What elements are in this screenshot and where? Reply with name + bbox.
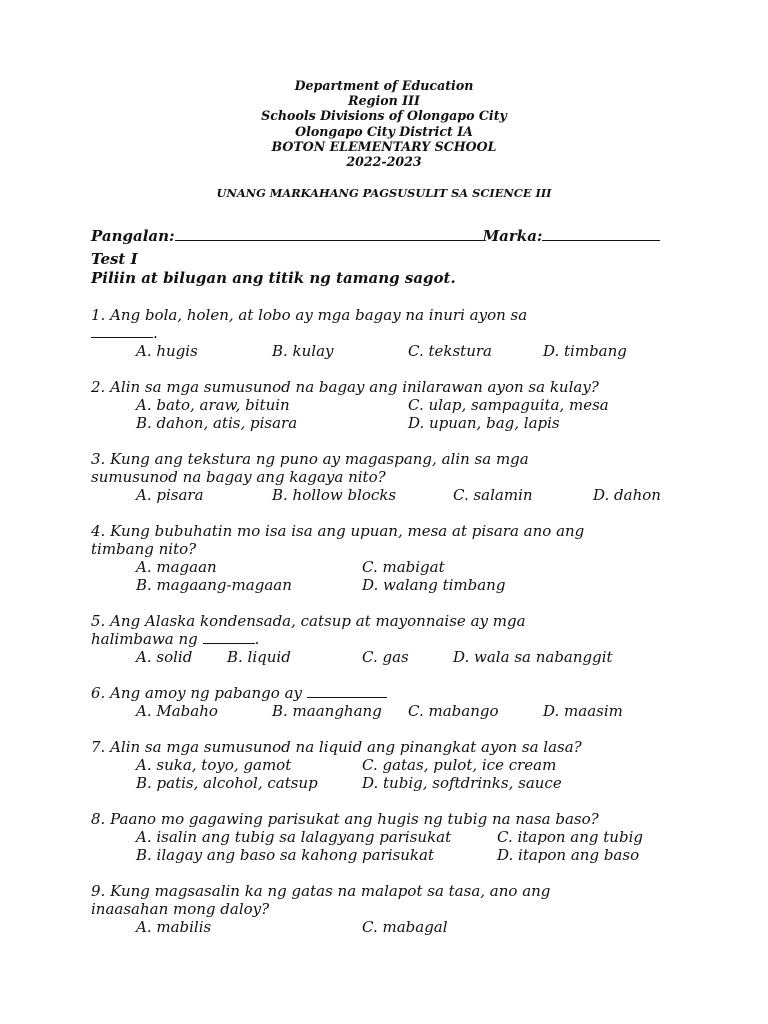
- option-d[interactable]: D. wala sa nabanggit: [453, 648, 613, 666]
- header-region: Region III: [348, 93, 420, 109]
- option-b[interactable]: B. patis, alcohol, catsup: [136, 774, 318, 792]
- answer-blank: [91, 337, 153, 338]
- question-5-text-cont: [91, 630, 691, 648]
- question-1: [91, 306, 691, 360]
- option-b[interactable]: B. maanghang: [272, 702, 382, 720]
- name-blank[interactable]: [175, 224, 483, 241]
- option-c[interactable]: C. mabagal: [362, 918, 448, 936]
- option-a[interactable]: A. pisara: [136, 486, 204, 504]
- option-a[interactable]: A. Mabaho: [136, 702, 218, 720]
- question-7: [91, 738, 691, 792]
- question-5: [91, 612, 691, 666]
- question-5-options: [136, 648, 691, 666]
- option-c[interactable]: C. mabigat: [362, 558, 445, 576]
- question-8-text: 8. Paano mo gagawing parisukat ang hugis ng tubig na nasa baso?: [91, 810, 599, 828]
- question-8-options-row2: [136, 846, 691, 864]
- option-d[interactable]: D. upuan, bag, lapis: [408, 414, 560, 432]
- question-4-options-row1: [136, 558, 691, 576]
- option-d[interactable]: D. dahon: [593, 486, 661, 504]
- question-5-text: 5. Ang Alaska kondensada, catsup at mayonnaise ay mga: [91, 612, 526, 630]
- question-4-options-row2: [136, 576, 691, 594]
- question-2-options-row1: [136, 396, 691, 414]
- question-3-text: 3. Kung ang tekstura ng puno ay magaspang, alin sa mga: [91, 450, 529, 468]
- question-3: [91, 450, 691, 504]
- option-c[interactable]: C. mabango: [408, 702, 499, 720]
- name-label: Pangalan:: [91, 227, 175, 245]
- question-9-options: [136, 918, 691, 936]
- question-4-text: 4. Kung bubuhatin mo isa isa ang upuan, mesa at pisara ano ang: [91, 522, 585, 540]
- option-d[interactable]: D. timbang: [543, 342, 627, 360]
- question-9: [91, 882, 691, 936]
- question-9-text-cont: inaasahan mong daloy?: [91, 900, 270, 918]
- question-4-text-cont: timbang nito?: [91, 540, 197, 558]
- name-score-line: [91, 224, 681, 245]
- question-3-options: [136, 486, 691, 504]
- answer-blank: [203, 643, 255, 644]
- option-c[interactable]: C. gatas, pulot, ice cream: [362, 756, 557, 774]
- option-a[interactable]: A. solid: [136, 648, 193, 666]
- option-b[interactable]: B. liquid: [227, 648, 291, 666]
- question-7-text: 7. Alin sa mga sumusunod na liquid ang pinangkat ayon sa lasa?: [91, 738, 582, 756]
- score-label: Marka:: [482, 227, 543, 245]
- header-department: Department of Education: [294, 78, 474, 93]
- option-c[interactable]: C. tekstura: [408, 342, 492, 360]
- question-4: [91, 522, 691, 594]
- question-2-text: 2. Alin sa mga sumusunod na bagay ang inilarawan ayon sa kulay?: [91, 378, 599, 396]
- option-b[interactable]: B. ilagay ang baso sa kahong parisukat: [136, 846, 434, 864]
- option-c[interactable]: C. gas: [362, 648, 409, 666]
- score-blank[interactable]: [542, 224, 660, 241]
- test-heading: [91, 250, 456, 288]
- option-c[interactable]: C. salamin: [453, 486, 533, 504]
- header-school-year: 2022-2023: [346, 154, 422, 170]
- test-label: Test I: [91, 250, 138, 268]
- question-7-options-row1: [136, 756, 691, 774]
- question-2-options-row2: [136, 414, 691, 432]
- question-8-options-row1: [136, 828, 691, 846]
- option-d[interactable]: D. tubig, softdrinks, sauce: [362, 774, 562, 792]
- option-c[interactable]: C. itapon ang tubig: [497, 828, 643, 846]
- option-a[interactable]: A. bato, araw, bituin: [136, 396, 290, 414]
- question-2: [91, 378, 691, 432]
- answer-blank: [307, 697, 387, 698]
- option-b[interactable]: B. hollow blocks: [272, 486, 397, 504]
- header-district: Olongapo City District IA: [295, 123, 473, 139]
- question-5-period: .: [254, 630, 260, 648]
- instruction: Piliin at bilugan ang titik ng tamang sagot.: [91, 269, 456, 287]
- header-school: BOTON ELEMENTARY SCHOOL: [271, 138, 497, 154]
- option-a[interactable]: A. suka, toyo, gamot: [136, 756, 292, 774]
- question-1-options: [136, 342, 691, 360]
- option-a[interactable]: A. mabilis: [136, 918, 212, 936]
- school-header: [0, 78, 768, 169]
- question-6-stem: 6. Ang amoy ng pabango ay: [91, 684, 307, 702]
- option-d[interactable]: D. itapon ang baso: [497, 846, 640, 864]
- option-a[interactable]: A. isalin ang tubig sa lalagyang parisukat: [136, 828, 452, 846]
- option-b[interactable]: B. magaang-magaan: [136, 576, 292, 594]
- option-d[interactable]: D. maasim: [543, 702, 623, 720]
- question-3-text-cont: sumusunod na bagay ang kagaya nito?: [91, 468, 386, 486]
- question-6-options: [136, 702, 691, 720]
- option-d[interactable]: D. walang timbang: [362, 576, 506, 594]
- question-6-text: [91, 684, 691, 702]
- option-b[interactable]: B. kulay: [272, 342, 334, 360]
- question-9-text: 9. Kung magsasalin ka ng gatas na malapot sa tasa, ano ang: [91, 882, 551, 900]
- question-6: [91, 684, 691, 720]
- header-division: Schools Divisions of Olongapo City: [261, 108, 507, 124]
- option-a[interactable]: A. hugis: [136, 342, 198, 360]
- question-list: [91, 306, 691, 954]
- exam-title: UNANG MARKAHANG PAGSUSULIT SA SCIENCE III: [216, 186, 552, 200]
- question-8: [91, 810, 691, 864]
- question-1-period: .: [153, 324, 158, 342]
- question-1-text-cont: [91, 324, 691, 342]
- question-1-text: 1. Ang bola, holen, at lobo ay mga bagay na inuri ayon sa: [91, 306, 528, 324]
- option-a[interactable]: A. magaan: [136, 558, 217, 576]
- question-7-options-row2: [136, 774, 691, 792]
- option-c[interactable]: C. ulap, sampaguita, mesa: [408, 396, 609, 414]
- question-5-stem-end: halimbawa ng: [91, 630, 203, 648]
- option-b[interactable]: B. dahon, atis, pisara: [136, 414, 298, 432]
